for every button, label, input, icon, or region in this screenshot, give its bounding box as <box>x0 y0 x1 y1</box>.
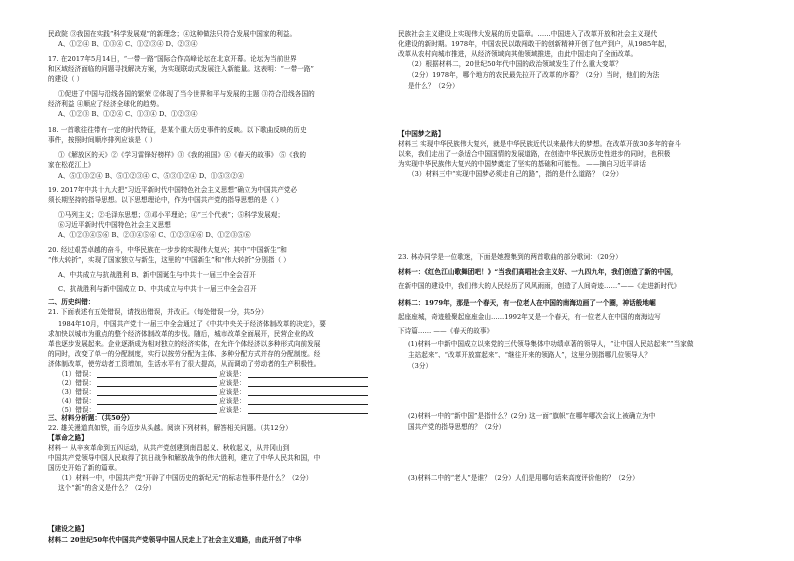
error-label: （5）错误： <box>58 406 96 414</box>
fix-label: 应该是： <box>219 379 246 387</box>
error-answer-blank[interactable] <box>97 398 217 405</box>
correction-row <box>48 379 370 387</box>
error-label: （1）错误： <box>58 370 96 378</box>
right-line-5: （2分）1978年，哪个地方的农民最先拉开了改革的序幕？（2分）当时，他们的为法 <box>408 71 660 79</box>
left-line-25: 1984年10月，中国共产党十一届三中全会通过了《中共中央关于经济体制改革的决定》，要 <box>58 320 326 328</box>
left-line-27: 革也逐步发展起来。企业逐渐成为相对独立的经济实体，在允许个体经济以多种形式向前发展 <box>48 340 321 348</box>
right-line-13: 材料一：《红色江山歌舞团吧！》“当我们高唱社会主义好、一九四九年，我们创造了新的中国， <box>398 268 678 276</box>
left-line-37: 这个“新”的含义是什么？（2分） <box>58 484 156 492</box>
left-line-34: 中国共产党领导中国人民取得了抗日战争和解放战争的伟大胜利，建立了中华人民共和国，中 <box>48 454 321 462</box>
right-line-19: 主站起来”、“改革开放富起来”、“继往开来的领路人”，这里分别指哪几位领导人？ <box>408 351 651 359</box>
fix-answer-blank[interactable] <box>248 398 368 405</box>
left-line-14: 19. 2017年中共十九大把“习近平新时代中国特色社会主义思想”确立为中国共产党必 <box>48 186 298 194</box>
right-line-8: 材料三 实现中华民族伟大复兴，就是中华民族近代以来最伟大的梦想。在改革开放30多年的奋斗 <box>398 140 682 148</box>
left-line-26: 求加快以城市为重点的整个经济体制改革的步伐。随后，城市改革全面展开，民营企业的改 <box>48 330 314 338</box>
fix-answer-blank[interactable] <box>248 407 368 414</box>
left-line-28: 的同时，改变了单一的分配制度，实行以按劳分配为主体、多种分配方式并存的分配制度。经 <box>48 350 321 358</box>
right-line-9: 以来，我们走出了一条适合中国国情的发展道路，在创造中华民族历史性进步的同时，也积极 <box>398 150 671 158</box>
right-line-11: （3）材料三中“实现中国梦必须走自己的路”，指的是什么道路？（2分） <box>408 170 623 178</box>
left-line-30: 三、材料分析题：（共50分） <box>48 414 134 422</box>
left-line-7: 经济利益 ④顺应了经济全球化的趋势。 <box>48 100 164 108</box>
error-answer-blank[interactable] <box>97 380 217 387</box>
left-line-12: 家在松花江上》 <box>48 161 95 169</box>
fix-answer-blank[interactable] <box>248 371 368 378</box>
right-line-6: 是什么？（2分） <box>408 82 459 90</box>
right-line-15: 材料二：1979年，那是一个春天，有一位老人在中国的南海边画了一个圈，神话般地崛 <box>398 299 656 307</box>
left-column <box>48 0 390 561</box>
left-line-33: 材料一 从辛亥革命到五四运动，从共产党创建到南昌起义、秋收起义，从井冈山到 <box>48 444 290 452</box>
right-line-12: 23. 林办同学是一位歌迷，下面是她搜集到的两首歌曲的部分歌词：（20分） <box>398 253 622 261</box>
fix-label: 应该是： <box>219 397 246 405</box>
right-line-7: 【中国梦之路】 <box>398 130 445 138</box>
error-label: （3）错误： <box>58 388 96 396</box>
left-line-22: C、抗战胜利与新中国成立 D、中共成立与中共十一届三中全会召开 <box>58 285 257 293</box>
left-line-15: 须长期坚持的指导思想。以下思想理论中，作为中国共产党的指导思想的是（ ） <box>48 196 283 204</box>
left-line-23: 二、历史纠错： <box>48 298 95 306</box>
fix-answer-blank[interactable] <box>248 389 368 396</box>
error-answer-blank[interactable] <box>97 371 217 378</box>
right-line-2: 化建设的新时期。1978年，中国农民以敢闯敢干的创新精神开创了包产到户，从1985年起， <box>398 40 672 48</box>
error-label: （2）错误： <box>58 379 96 387</box>
left-line-13: A、⑤①③②④ B、⑤①②③④ C、⑤③①②④ D、①⑤③②④ <box>58 172 245 180</box>
right-line-18: (1)材料一中新中国成立以来党的三代领导集体中功绩卓著的领导人，“让中国人民站起来”“当家做 <box>408 340 694 348</box>
left-line-38: 【建设之路】 <box>48 525 88 533</box>
left-line-17: ⑥习近平新时代中国特色社会主义思想 <box>58 221 171 229</box>
left-line-10: 事件，按照时间顺序排列应该是（ ） <box>48 136 157 144</box>
error-answer-blank[interactable] <box>97 389 217 396</box>
fix-label: 应该是： <box>219 406 246 414</box>
right-line-3: 改革从农村向城市推进，从经济领域向其他领域推进，由此中国走向了全面改革。 <box>398 50 638 58</box>
left-line-20: “伟大转折”，实现了国家独立与新生，这里的“中国新生”和“伟大转折”分别指（ ） <box>48 256 290 264</box>
left-line-19: 20. 经过艰苦卓越的奋斗，中华民族在一步步的实现伟大复兴；其中“中国新生”和 <box>48 246 287 254</box>
right-line-1: 民族社会主义建设上实现伟大发展的历史篇章。……中国进入了改革开放和社会主义现代 <box>398 30 658 38</box>
error-label: （4）错误： <box>58 397 96 405</box>
right-line-10: 为实现中华民族伟大复兴的中国梦奠定了坚实的基础和可能性。 ——摘自习近平讲话 <box>398 160 646 168</box>
right-line-4: （2）根据材料二，20世纪50年代中国的政治领域发生了什么重大变革？ <box>408 60 622 68</box>
left-line-21: A、中共成立与抗战胜利 B、新中国诞生与中共十一届三中全会召开 <box>58 271 256 279</box>
right-line-22: 国共产党的指导思想的？（2分） <box>408 423 506 431</box>
right-line-16: 起座座城，奇迹般聚起座座金山……1992年又是一个春天，有一位老人在中国的南海边写 <box>398 313 661 321</box>
left-line-32: 【革命之路】 <box>48 434 88 442</box>
left-line-18: A、①②③④⑤⑥ B、②③④⑤⑥ C、①②③④⑥ D、①②③⑤⑥ <box>58 231 251 239</box>
fix-answer-blank[interactable] <box>248 380 368 387</box>
left-line-8: A、①②③ B、①②④ C、①③④ D、①②③④ <box>58 110 198 118</box>
fix-label: 应该是： <box>219 388 246 396</box>
right-line-14: 在新中国的建设中，我们伟大的人民经历了风风雨雨，创造了人间奇迹……”——《走进新时代》 <box>398 282 681 290</box>
correction-row <box>48 397 370 405</box>
left-line-16: ①马列主义；②毛泽东思想；③邓小平理论；④“三个代表”；⑤科学发展观； <box>58 211 285 219</box>
left-line-5: 的建设（ ） <box>48 75 84 83</box>
correction-row <box>48 406 370 414</box>
correction-row <box>48 388 370 396</box>
left-line-6: ①促进了中国与沿线各国的繁荣 ②体现了当今世界和平与发展的主题 ③符合沿线各国的 <box>58 90 315 98</box>
left-line-31: 22. 雄关漫道真如铁，而今迈步从头越。阅读下列材料，解答相关问题。（共12分） <box>48 424 292 432</box>
right-line-21: (2)材料一中的“新中国”是指什么？(2分) 这一面“旗帜”在哪年哪次会议上被确立为中 <box>408 412 656 420</box>
left-line-4: 和区域经济面临的问题寻找解决方案，为实现联动式发展注入新能量。这表明：“一带一路” <box>48 65 314 73</box>
left-line-35: 国历史开始了新的篇章。 <box>48 464 122 472</box>
left-line-1: 民政院 ③我国在实践“科学发展观”的新理念；④这种做法只符合发展中国家的利益。 <box>48 30 297 38</box>
error-answer-blank[interactable] <box>97 407 217 414</box>
left-line-39: 材料二 20世纪50年代中国共产党领导中国人民走上了社会主义道路，由此开创了中华 <box>48 536 302 544</box>
right-line-20: （3分） <box>408 362 433 370</box>
left-line-11: ①《解放区的天》②《学习雷锋好榜样》③《我的祖国》④《春天的故事》 ⑤《我的 <box>58 151 306 159</box>
correction-row <box>48 370 370 378</box>
left-line-24: 21. 下面表述有五处错误，请找出错误，并改正。（每处错误一分，共5分） <box>48 308 268 316</box>
left-line-3: 17. 在2017年5月14日，“一带一路”国际合作高峰论坛在北京开幕。论坛为当前世界 <box>48 55 297 63</box>
right-line-17: 下诗篇…… ——《春天的故事》 <box>398 327 494 335</box>
fix-label: 应该是： <box>219 370 246 378</box>
left-line-2: A、①②④ B、①③④ C、①②③④ D、②③④ <box>58 40 198 48</box>
left-line-36: （1）材料一中，中国共产党“开辟了中国历史的新纪元”的标志性事件是什么？（2分） <box>58 474 313 482</box>
right-line-23: (3)材料二中的“老人”是谁？（2分）人们是用哪句话来高度评价他的？（2分） <box>408 474 639 482</box>
right-column <box>398 0 758 561</box>
left-line-29: 济体制改革，使劳动者工资增加，生活水平有了很大提高，从而调动了劳动者的生产积极性。 <box>48 360 321 368</box>
left-line-9: 18. 一首歌往往带有一定的时代特征，是某个重大历史事件的反映。以下歌曲反映的历史 <box>48 126 307 134</box>
